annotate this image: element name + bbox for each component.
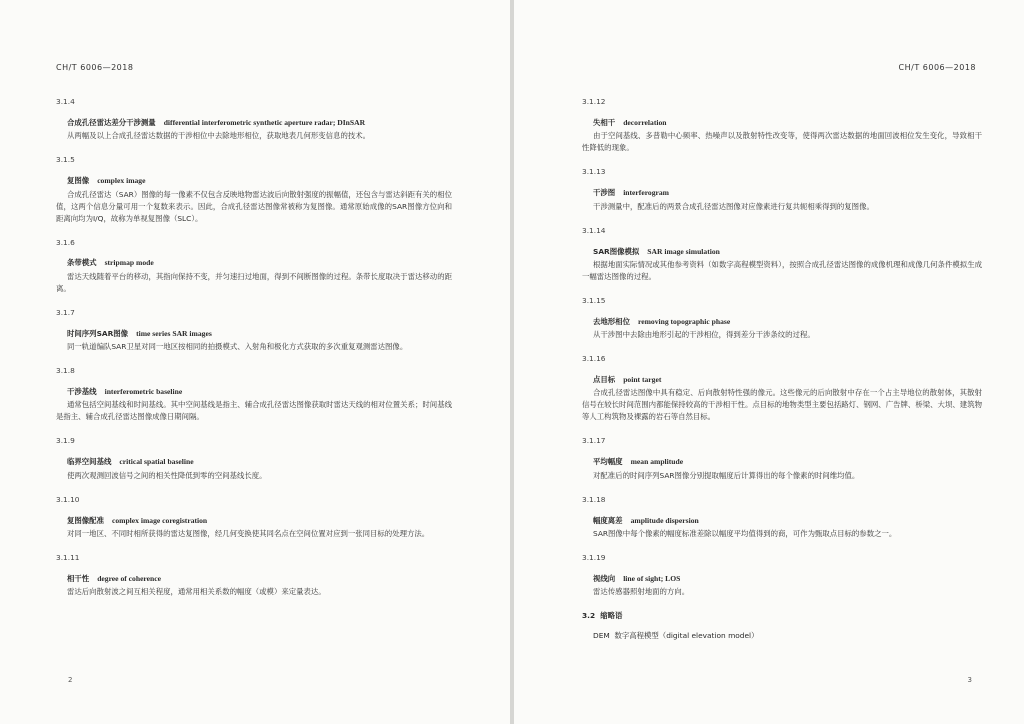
clause-number: 3.1.7 xyxy=(56,307,75,317)
clause-number: 3.1.14 xyxy=(582,225,606,235)
term-chinese: SAR图像模拟 xyxy=(593,246,640,256)
term-english: critical spatial baseline xyxy=(119,457,194,467)
term-english: removing topographic phase xyxy=(637,316,731,326)
term-definition: SAR图像中每个像素的幅度标准差除以幅度平均值得到的商，可作为甄取点目标的参数之一。 xyxy=(593,528,897,538)
term-heading xyxy=(67,456,452,468)
term-chinese: 条带模式 xyxy=(67,258,97,268)
clause-number: 3.1.11 xyxy=(56,552,80,562)
right-page-header: CH/T 6006—2018 xyxy=(898,63,976,72)
left-page-body xyxy=(56,96,452,610)
term-english: degree of coherence xyxy=(97,573,162,583)
left-page-header: CH/T 6006—2018 xyxy=(56,63,134,72)
term-heading xyxy=(67,328,452,340)
term-chinese: 点目标 xyxy=(593,375,616,385)
term-chinese: 合成孔径雷达差分干涉测量 xyxy=(67,117,156,127)
term-chinese: 相干性 xyxy=(67,573,90,583)
term-heading xyxy=(67,386,452,398)
term-clause xyxy=(582,225,982,283)
term-chinese: 视线向 xyxy=(593,573,616,583)
term-english: stripmap mode xyxy=(104,258,154,268)
term-clause xyxy=(56,237,452,295)
clause-number: 3.1.6 xyxy=(56,237,75,247)
term-heading xyxy=(593,456,982,468)
left-page xyxy=(0,0,510,724)
term-definition: 使两次观测回波信号之间的相关性降低到零的空间基线长度。 xyxy=(67,470,267,480)
term-clause xyxy=(56,435,452,481)
term-heading xyxy=(593,246,982,258)
term-definition: 对同一地区、不同时相所获得的雷达复图像，经几何变换使其同名点在空间位置对应到一张同目标的处理方法。 xyxy=(67,528,430,538)
term-heading xyxy=(67,117,452,129)
section-heading xyxy=(582,610,982,622)
term-english: SAR image simulation xyxy=(647,246,720,256)
clause-number: 3.1.18 xyxy=(582,494,606,504)
term-definition: 通常包括空间基线和时间基线。其中空间基线是指主、辅合成孔径雷达图像获取时雷达天线的相对位置关系；时间基线是指主、辅合成孔径雷达图像成像日期间隔。 xyxy=(56,400,452,422)
right-page-body xyxy=(582,96,982,642)
term-clause xyxy=(56,494,452,540)
term-english: interferometric baseline xyxy=(104,387,183,396)
term-english: decorrelation xyxy=(623,117,667,127)
term-english: line of sight; LOS xyxy=(623,573,681,583)
term-chinese: 时间序列SAR图像 xyxy=(67,328,129,338)
term-english: differential interferometric synthetic aperture radar; DInSAR xyxy=(163,117,366,127)
term-definition: 合成孔径雷达（SAR）图像的每一像素不仅包含反映地物雷达波后向散射强度的振幅值，还包含与雷达斜距有关的相位值，这两个信息分量可用一个复数来表示。因此，合成孔径雷达图像常被称为复图像。通常原始成像的SAR图像方位向和距离向均为I/Q，故称为单视复图像（SLC）。 xyxy=(56,189,452,223)
clause-number: 3.1.16 xyxy=(582,354,606,364)
term-chinese: 临界空间基线 xyxy=(67,457,112,467)
term-definition: 雷达后向散射波之间互相关程度，通常用相关系数的幅度（或模）来定量表达。 xyxy=(67,587,326,597)
term-english: complex image coregistration xyxy=(111,515,208,525)
right-page xyxy=(514,0,1024,724)
term-heading xyxy=(593,316,982,328)
term-english: interferogram xyxy=(623,188,670,198)
term-clause xyxy=(56,307,452,353)
term-english: complex image xyxy=(97,176,146,186)
abbreviation-entry xyxy=(593,630,982,642)
term-heading xyxy=(593,515,982,527)
term-definition: 同一轨道编队SAR卫星对同一地区按相同的拍摄模式、入射角和极化方式获取的多次重复观测雷达图像。 xyxy=(67,342,408,352)
term-heading xyxy=(67,515,452,527)
term-definition: 雷达传感器照射地面的方向。 xyxy=(593,587,690,597)
term-heading xyxy=(593,117,982,129)
term-clause xyxy=(582,494,982,540)
term-heading xyxy=(67,573,452,585)
term-clause xyxy=(582,435,982,481)
term-definition: 合成孔径雷达图像中具有稳定、后向散射特性强的像元。这些像元的后向散射中存在一个占主导地位的散射体，其散射信号在较长时间范围内都能保持较高的干涉相干性。点目标的地物类型主要包括路灯、钢网、广告牌、桥梁、大坝、建筑物等人工构筑物及裸露的岩石等自然目标。 xyxy=(582,388,982,422)
term-clause xyxy=(56,552,452,598)
clause-number: 3.1.15 xyxy=(582,295,606,305)
term-clause xyxy=(582,295,982,341)
term-definition: 由于空间基线、多普勒中心频率、热噪声以及散射特性改变等，使得两次雷达数据的地面回波相位发生变化，导致相干性降低的现象。 xyxy=(582,131,982,153)
term-clause xyxy=(56,96,452,142)
clause-number: 3.1.5 xyxy=(56,155,75,165)
clause-number: 3.1.17 xyxy=(582,436,606,446)
term-chinese: 干涉图 xyxy=(593,188,616,198)
term-definition: 从两幅及以上合成孔径雷达数据的干涉相位中去除地形相位，获取地表几何形变信息的技术。 xyxy=(67,131,371,141)
term-clause xyxy=(56,365,452,423)
term-heading xyxy=(593,573,982,585)
clause-number: 3.1.13 xyxy=(582,167,606,177)
abbreviation-expansion: 数字高程模型（digital elevation model） xyxy=(614,631,759,641)
term-definition: 从干涉图中去除由地形引起的干涉相位，得到差分干涉条纹的过程。 xyxy=(593,330,815,340)
term-english: mean amplitude xyxy=(630,457,684,467)
left-page-number: 2 xyxy=(68,676,73,684)
abbreviation: DEM xyxy=(593,631,610,641)
term-clause xyxy=(582,353,982,423)
clause-number: 3.1.12 xyxy=(582,97,606,106)
term-heading xyxy=(593,374,982,386)
clause-number: 3.1.9 xyxy=(56,436,75,446)
term-english: amplitude dispersion xyxy=(630,515,699,525)
term-definition: 对配准后的时间序列SAR图像分别提取幅度后计算得出的每个像素的时间维均值。 xyxy=(593,470,860,480)
term-chinese: 复图像配准 xyxy=(67,515,104,525)
clause-number: 3.1.8 xyxy=(56,366,75,376)
term-definition: 雷达天线随着平台的移动，其指向保持不变，并匀速扫过地面，得到不间断图像的过程。条带长度取决于雷达移动的距离。 xyxy=(56,271,452,293)
term-clause xyxy=(582,96,982,154)
term-heading xyxy=(67,175,452,187)
term-definition: 根据地面实际情况或其他参考资料（如数字高程模型资料），按照合成孔径雷达图像的成像机理和成像几何条件模拟生成一幅雷达图像的过程。 xyxy=(582,259,982,281)
term-clause xyxy=(56,154,452,224)
term-chinese: 去地形相位 xyxy=(593,316,630,326)
term-english: point target xyxy=(623,375,662,385)
term-chinese: 干涉基线 xyxy=(67,387,97,396)
term-clause xyxy=(582,166,982,212)
term-chinese: 失相干 xyxy=(593,117,616,127)
term-heading xyxy=(593,187,982,199)
term-clause xyxy=(582,552,982,598)
clause-number: 3.1.4 xyxy=(56,97,75,106)
section-title: 缩略语 xyxy=(600,611,623,621)
term-chinese: 复图像 xyxy=(67,176,90,186)
term-english: time series SAR images xyxy=(136,328,212,338)
right-page-number: 3 xyxy=(967,676,972,684)
term-definition: 干涉测量中，配准后的两景合成孔径雷达图像对应像素进行复共轭相乘得到的复图像。 xyxy=(593,201,874,211)
term-heading xyxy=(67,257,452,269)
section-number: 3.2 xyxy=(582,611,596,621)
clause-number: 3.1.10 xyxy=(56,494,80,504)
clause-number: 3.1.19 xyxy=(582,552,606,562)
term-chinese: 幅度离差 xyxy=(593,515,623,525)
term-chinese: 平均幅度 xyxy=(593,457,623,467)
